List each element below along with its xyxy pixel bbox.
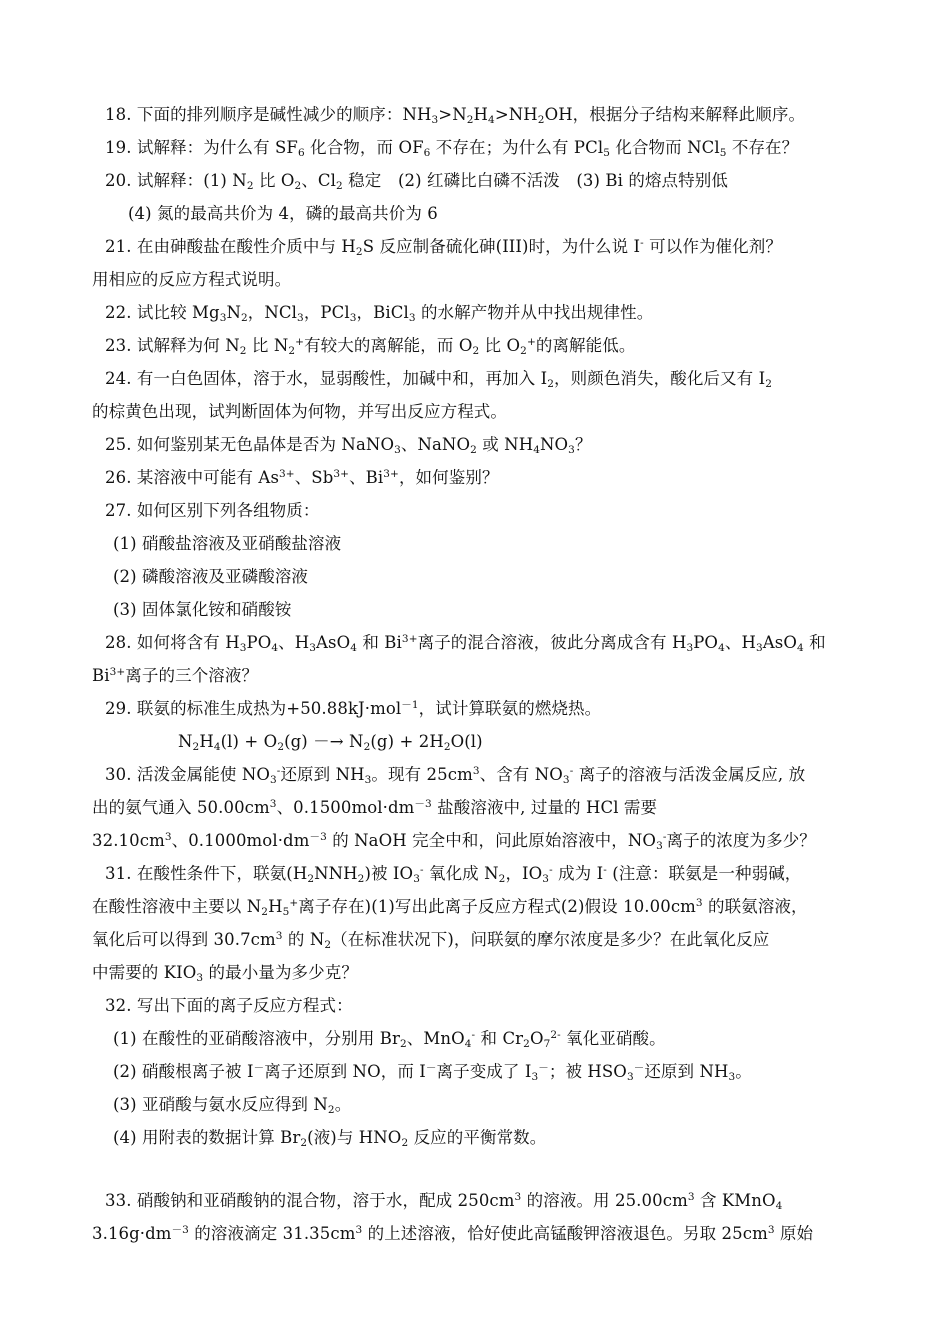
text-line-9: 24. 有一白色固体，溶于水，显弱酸性，加碱中和，再加入 $I_2$，则颜色消失，酸化后又有 $I_2$ — [105, 369, 772, 390]
text-line-14: (1) 硝酸盐溶液及亚硝酸盐溶液 — [113, 534, 342, 553]
text-line-22: 出的氨气通入 $50.00cm^3$、$0.1500mol\cdot dm^{-3}$ 盐酸溶液中, 过量的 HCl 需要 — [92, 798, 658, 817]
text-line-31: (3) 亚硝酸与氨水反应得到 $N_2$。 — [113, 1095, 352, 1116]
text-line-30: (2) 硝酸根离子被 I－离子还原到 NO，而 I－离子变成了 $I_3^-$；被 $HSO_3^-$还原到 $NH_3$。 — [113, 1062, 752, 1083]
text-line-26: 氧化后可以得到 $30.7cm^3$ 的 $N_2$（在标准状况下)，问联氨的摩尔浓度是多少？在此氧化反应 — [92, 930, 770, 951]
text-line-23: $32.10cm^3$、$0.1000mol\cdot dm^{-3}$ 的 NaOH 完全中和，问此原始溶液中，$NO_3^-$离子的浓度为多少？ — [92, 831, 816, 852]
text-line-28: 32. 写出下面的离子反应方程式： — [105, 996, 353, 1015]
text-line-18: $Bi^{3+}$离子的三个溶液？ — [92, 666, 259, 685]
text-line-25: 在酸性溶液中主要以 $N_2H_5^+$离子存在)(1)写出此离子反应方程式(2)假设 $10.00cm^3$ 的联氨溶液， — [92, 897, 808, 918]
text-line-15: (2) 磷酸溶液及亚磷酸溶液 — [113, 567, 309, 586]
text-line-11: 25. 如何鉴别某无色晶体是否为 NaNO$_3$、NaNO$_2$ 或 $NH_4NO_3$？ — [105, 435, 592, 456]
text-line-8: 23. 试解释为何 $N_2$ 比 $N_2^+$有较大的离解能，而 $O_2$ 比 $O_2^+$的离解能低。 — [105, 336, 636, 357]
text-line-29: (1) 在酸性的亚硝酸溶液中，分别用 $Br_2$、MnO$_4$- 和 $Cr_2O_7^{2-}$ 氧化亚硝酸。 — [113, 1029, 666, 1050]
text-line-4: (4) 氮的最高共价为 4，磷的最高共价为 6 — [128, 204, 438, 223]
text-line-10: 的棕黄色出现，试判断固体为何物，并写出反应方程式。 — [92, 402, 507, 421]
text-line-32: (4) 用附表的数据计算 $Br_2$(液)与 $HNO_2$ 反应的平衡常数。 — [113, 1128, 547, 1149]
text-line-3: 20. 试解释：(1) $N_2$ 比 $O_2$、$Cl_2$ 稳定 (2) 红磷比白磷不活泼 (3) Bi 的熔点特别低 — [105, 171, 728, 192]
text-line-12: 26. 某溶液中可能有 $As^{3+}$、$Sb^{3+}$、$Bi^{3+}$，如何鉴别？ — [105, 468, 499, 487]
text-line-13: 27. 如何区别下列各组物质： — [105, 501, 320, 520]
text-line-27: 中需要的 $KIO_3$ 的最小量为多少克？ — [92, 963, 358, 984]
text-line-34: $3.16g\cdot dm^{-3}$ 的溶液滴定 $31.35cm^3$ 的上述溶液，恰好使此高锰酸钾溶液退色。另取 $25cm^3$ 原始 — [92, 1224, 814, 1243]
text-line-1: 18. 下面的排列顺序是碱性减少的顺序：$NH_3>N_2H_4>NH_2OH$，根据分子结构来解释此顺序。 — [105, 105, 806, 126]
text-line-21: 30. 活泼金属能使 $NO_3^-$还原到 $NH_3$。现有 $25cm^3$、含有 $NO_3^-$ 离子的溶液与活泼金属反应, 放 — [105, 765, 806, 786]
text-line-5: 21. 在由砷酸盐在酸性介质中与 $H_2S$ 反应制备硫化砷(III)时，为什么说 I- 可以作为催化剂？ — [105, 237, 782, 258]
text-line-16: (3) 固体氯化铵和硝酸铵 — [113, 600, 292, 619]
text-line-7: 22. 试比较 $Mg_3N_2$，NCl$_3$，PCl$_3$，BiCl$_3$ 的水解产物并从中找出规律性。 — [105, 303, 654, 324]
text-line-20: $N_2H_4(l) + O_2(g) -\to N_2(g) + 2H_2O(l)$ — [178, 732, 483, 753]
text-line-19: 29. 联氨的标准生成热为+50.88kJ·mol$^{-1}$，试计算联氨的燃烧热。 — [105, 699, 602, 718]
text-line-33: 33. 硝酸钠和亚硝酸钠的混合物，溶于水，配成 $250cm^3$ 的溶液。用 $25.00cm^3$ 含 KMnO$_4$ — [105, 1191, 783, 1212]
text-line-17: 28. 如何将含有 $H_3PO_4$、$H_3AsO_4$ 和 $Bi^{3+}$离子的混合溶液，彼此分离成含有 $H_3PO_4$、$H_3AsO_4$ 和 — [105, 633, 826, 654]
text-line-2: 19. 试解释：为什么有 $SF_6$ 化合物，而 $OF_6$ 不存在；为什么有 PCl$_5$ 化合物而 NCl$_5$ 不存在？ — [105, 138, 799, 159]
text-line-6: 用相应的反应方程式说明。 — [92, 270, 292, 289]
text-line-24: 31. 在酸性条件下，联氨$(H_2NNH_2)$被 $IO_3^-$ 氧化成 $N_2$，$IO_3^-$ 成为 I- (注意：联氨是一种弱碱， — [105, 864, 802, 885]
